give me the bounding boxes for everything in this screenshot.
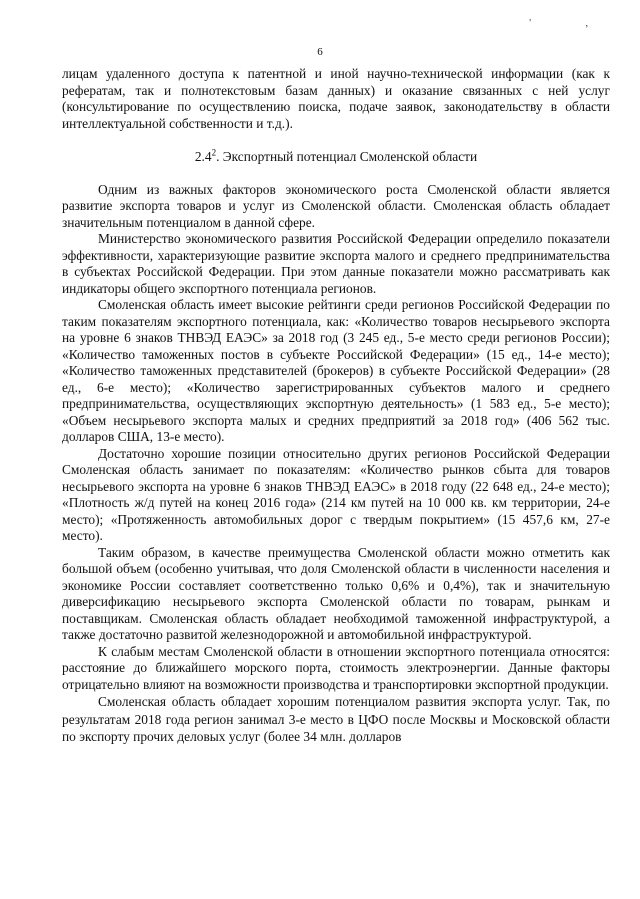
- corner-marks: ' ,: [529, 18, 614, 29]
- section-heading: [62, 149, 610, 166]
- page-content: [62, 66, 610, 746]
- intro-paragraph: лицам удаленного доступа к патентной и иной научно-технической информации (как к рефератам, так и полнотекстовым базам данных) и оказание связанных с ней услуг (консультирование по осуществлению поиска, подаче заявок, законодательству в области интеллектуальной собственности и т.д.).: [62, 66, 610, 131]
- paragraph-ministry-indicators: Министерство экономического развития Российской Федерации определило показатели эффективности, характеризующие развитие экспорта малого и среднего предпринимательства в субъектах Российской Федерации. При этом данные показатели можно рассматривать как индикаторы общего экспортного потенциала регионов.: [62, 231, 610, 296]
- page-number: 6: [317, 46, 323, 58]
- section-title: . Экспортный потенциал Смоленской области: [216, 149, 478, 164]
- paragraph-good-positions: Достаточно хорошие позиции относительно других регионов Российской Федерации Смоленская область занимает по показателям: «Количество рынков сбыта для товаров несырьевого экспорта на уровне 6 знаков ТНВЭД ЕАЭС» в 2018 году (22 648 ед., 24-е место); «Плотность ж/д путей на конец 2016 года» (214 км путей на 10 000 кв. км территории, 24-е место); «Протяженность автомобильных дорог с твердым покрытием» (15 457,6 км, 27-е место).: [62, 445, 610, 543]
- paragraph-advantages: Таким образом, в качестве преимущества Смоленской области можно отметить как большой объем (особенно учитывая, что доля Смоленской области в численности населения и экономике России составляет соответственно только 0,6% и 0,4%), так и значительную диверсификацию несырьевого экспорта Смоленской области по товарам, рынкам и поставщикам. Смоленская область обладает необходимой таможенной инфраструктурой, а также достаточно развитой железнодорожной и автомобильной инфраструктурой.: [62, 544, 610, 642]
- section-number: 2.4: [194, 149, 212, 164]
- paragraph-high-ratings: Смоленская область имеет высокие рейтинги среди регионов Российской Федерации по таким показателям экспортного потенциала, как: «Количество товаров несырьевого экспорта на уровне 6 знаков ТНВЭД ЕАЭС» за 2018 год (3 245 ед., 5-е место среди регионов России); «Количество таможенных постов в субъекте Российской Федерации» (15 ед., 14-е место); «Количество таможенных представителей (брокеров) в субъекте Российской Федерации» (28 ед., 6-е место); «Количество зарегистрированных субъектов малого и среднего предпринимательства, осуществляющих экспортную деятельность» (1 583 ед., 5-е место); «Объем несырьевого экспорта малых и средних предприятий за 2018 год» (406 562 тыс. долларов США, 13-е место).: [62, 297, 610, 444]
- paragraph-weaknesses: К слабым местам Смоленской области в отношении экспортного потенциала относятся: расстояние до ближайшего морского порта, стоимость электроэнергии. Данные факторы отрицательно влияют на возможности производства и транспортировки экспортной продукции.: [62, 643, 610, 692]
- section-superscript: 2: [211, 147, 217, 158]
- paragraph-export-factor: Одним из важных факторов экономического роста Смоленской области является развитие экспорта товаров и услуг из Смоленской области. Смоленская область обладает значительным потенциалом в данной сфере.: [62, 181, 610, 230]
- paragraph-services-export: Смоленская область обладает хорошим потенциалом развития экспорта услуг. Так, по результатам 2018 года регион занимал 3-е место в ЦФО после Москвы и Московской области по экспорту прочих деловых услуг (более 34 млн. долларов: [62, 694, 610, 744]
